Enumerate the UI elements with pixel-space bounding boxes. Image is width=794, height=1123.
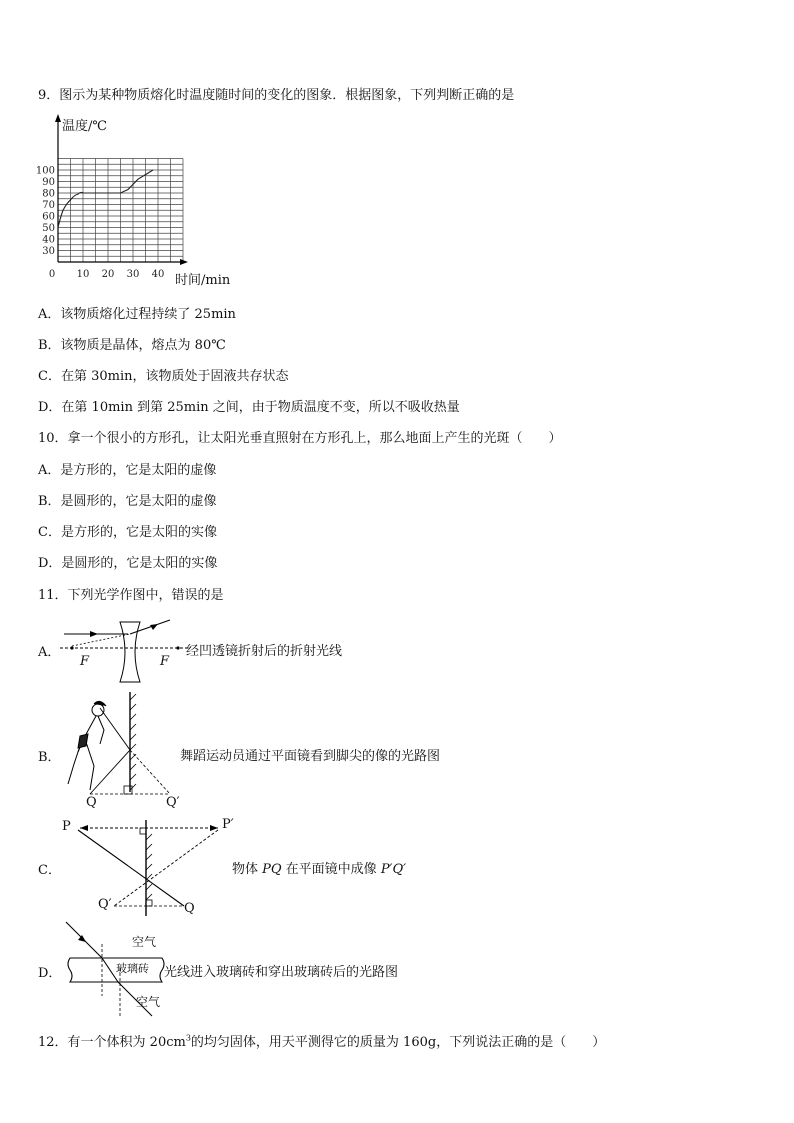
x-tick-label: 20: [101, 269, 115, 280]
x-tick-label: 30: [126, 269, 140, 280]
q11-option-b-caption: 舞蹈运动员通过平面镜看到脚尖的像的光路图: [180, 749, 441, 764]
caption-image: P′Q′: [380, 862, 407, 877]
dancer-figure: [68, 701, 106, 790]
chart-grid: [58, 159, 183, 263]
y-tick-label: 90: [42, 177, 55, 188]
x-tick-label: 40: [151, 269, 165, 280]
q11-option-b-letter: B．: [38, 750, 61, 765]
q9-option-b: B．该物质是晶体，熔点为 80℃: [38, 338, 226, 353]
q12-stem-prefix: 12．有一个体积为 20cm: [38, 1035, 186, 1050]
x-tick-label: 10: [76, 269, 90, 280]
dancer-mirror-diagram: [60, 690, 200, 810]
q11-option-a-letter: A．: [38, 645, 61, 660]
air-bottom-label: 空气: [136, 995, 161, 1009]
q11-option-a-caption: 经凹透镜折射后的折射光线: [186, 644, 343, 659]
object-pq: [78, 830, 184, 906]
caption-prefix: 物体: [232, 862, 263, 877]
q9-option-c: C．在第 30min，该物质处于固液共存状态: [38, 369, 289, 384]
q12-stem-suffix: 的均匀固体，用天平测得它的质量为 160g，下列说法正确的是（ ）: [190, 1035, 606, 1050]
point-q-label: Q: [184, 901, 195, 916]
q11-option-d-letter: D．: [38, 966, 62, 981]
q11-stem: 11．下列光学作图中，错误的是: [38, 588, 224, 603]
q10-option-a: A．是方形的，它是太阳的虚像: [38, 463, 217, 478]
q11-option-c-caption: [232, 858, 406, 877]
point-q-prime-label: Q′: [98, 897, 112, 912]
y-tick-label: 50: [42, 223, 55, 234]
point-p-prime-label: P′: [222, 817, 234, 832]
y-tick-label: 80: [42, 188, 55, 200]
caption-mid: 在平面镜中成像: [281, 862, 381, 877]
chart-ylabel: 温度/℃: [62, 119, 107, 134]
chart-axes: [55, 114, 188, 265]
melting-chart: [0, 0, 794, 300]
q11-option-c-letter: C．: [38, 863, 61, 878]
q9-stem: 9．图示为某种物质熔化时温度随时间的变化的图象．根据图象，下列判断正确的是: [38, 88, 515, 103]
point-q-prime-label: Q′: [166, 795, 180, 810]
x-tick-label: 0: [48, 269, 56, 280]
focus-left-label: F: [80, 654, 90, 669]
q9-option-d: D．在第 10min 到第 25min 之间，由于物质温度不变，所以不吸收热量: [38, 400, 460, 415]
air-top-label: 空气: [132, 935, 157, 949]
glass-label: 玻璃砖: [116, 962, 149, 975]
y-tick-label: 30: [42, 246, 55, 257]
q12-stem-superscript: 3: [185, 1033, 191, 1043]
plane-mirror-image-diagram: [60, 812, 250, 922]
q10-option-d: D．是圆形的，它是太阳的实像: [38, 556, 218, 571]
q10-option-c: C．是方形的，它是太阳的实像: [38, 525, 217, 540]
q12-stem: [38, 1031, 605, 1050]
focus-right-label: F: [160, 654, 170, 669]
caption-object: PQ: [262, 862, 282, 877]
y-tick-label: 40: [42, 234, 55, 246]
y-tick-label: 70: [42, 200, 55, 211]
q11-option-d-caption: 光线进入玻璃砖和穿出玻璃砖后的光路图: [164, 965, 399, 980]
image-pq: [114, 830, 218, 906]
glass-block-diagram: [62, 920, 172, 1020]
point-p-label: P: [62, 819, 71, 834]
y-tick-label: 100: [35, 165, 55, 177]
point-q-label: Q: [86, 795, 97, 810]
q9-option-a: A．该物质熔化过程持续了 25min: [38, 307, 236, 322]
y-tick-label: 60: [42, 211, 55, 223]
q10-option-b: B．是圆形的，它是太阳的虚像: [38, 494, 217, 509]
q10-stem: 10．拿一个很小的方形孔，让太阳光垂直照射在方形孔上，那么地面上产生的光斑（ ）: [38, 431, 562, 446]
chart-xlabel: 时间/min: [175, 273, 231, 288]
